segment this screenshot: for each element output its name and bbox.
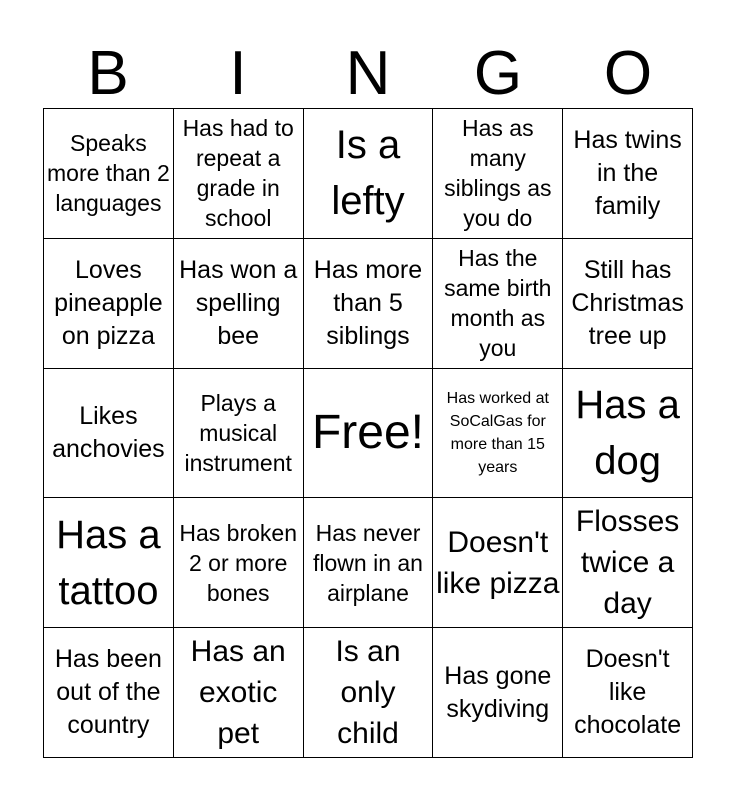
bingo-cell[interactable]	[304, 628, 434, 758]
free-space: Free!	[311, 405, 424, 459]
cell-text: Has a tattoo	[56, 512, 161, 613]
bingo-cell[interactable]	[44, 628, 174, 758]
bingo-cell[interactable]	[44, 109, 174, 239]
bingo-cell[interactable]	[563, 239, 693, 369]
cell-text: Still has Christmas tree up	[571, 255, 684, 350]
bingo-cell[interactable]	[433, 628, 563, 758]
bingo-cell[interactable]	[433, 239, 563, 369]
bingo-cell[interactable]	[563, 369, 693, 499]
bingo-cell[interactable]	[433, 369, 563, 499]
cell-text: Has as many siblings as you do	[444, 115, 552, 232]
cell-text: Plays a musical instrument	[184, 389, 292, 476]
bingo-cell[interactable]	[433, 109, 563, 239]
cell-text: Flosses twice a day	[575, 505, 680, 621]
header-letter-g: G	[473, 39, 523, 108]
bingo-cell[interactable]	[563, 628, 693, 758]
header-letter-n: N	[345, 39, 391, 108]
cell-text: Has a dog	[575, 382, 680, 483]
bingo-cell[interactable]	[304, 109, 434, 239]
bingo-cell[interactable]	[563, 109, 693, 239]
header-letter-i: I	[229, 39, 247, 108]
bingo-cell[interactable]	[304, 369, 434, 499]
cell-text: Has never flown in an airplane	[313, 519, 423, 606]
bingo-cell[interactable]	[304, 498, 434, 628]
cell-text: Speaks more than 2 languages	[47, 130, 170, 217]
cell-text: Has won a spelling bee	[179, 255, 298, 350]
cell-text: Has an exotic pet	[190, 635, 286, 751]
cell-text: Has been out of the country	[54, 645, 162, 740]
cell-text: Has worked at SoCalGas for more than 15 years	[446, 389, 549, 476]
cell-text: Doesn't like chocolate	[574, 645, 682, 740]
bingo-cell[interactable]	[44, 369, 174, 499]
bingo-cell[interactable]	[174, 369, 304, 499]
bingo-cell[interactable]	[563, 498, 693, 628]
cell-text: Has twins in the family	[573, 125, 682, 220]
cell-text: Has more than 5 siblings	[313, 255, 423, 350]
cell-text: Doesn't like pizza	[436, 525, 560, 600]
header-letter-b: B	[87, 39, 129, 108]
cell-text: Has gone skydiving	[444, 661, 552, 723]
cell-text: Has had to repeat a grade in school	[182, 115, 294, 232]
cell-text: Has broken 2 or more bones	[179, 519, 297, 606]
bingo-cell[interactable]	[44, 498, 174, 628]
bingo-board	[43, 108, 693, 758]
bingo-cell[interactable]	[174, 628, 304, 758]
bingo-cell[interactable]	[174, 239, 304, 369]
cell-text: Is an only child	[335, 635, 401, 751]
cell-text: Loves pineapple on pizza	[54, 255, 163, 350]
header-letter-o: O	[603, 39, 653, 108]
cell-text: Is a lefty	[331, 123, 405, 224]
bingo-cell[interactable]	[433, 498, 563, 628]
cell-text: Has the same birth month as you	[444, 245, 552, 362]
bingo-header	[43, 40, 693, 108]
cell-text: Likes anchovies	[52, 401, 165, 463]
bingo-cell[interactable]	[174, 498, 304, 628]
bingo-cell[interactable]	[44, 239, 174, 369]
bingo-cell[interactable]	[174, 109, 304, 239]
bingo-cell[interactable]	[304, 239, 434, 369]
